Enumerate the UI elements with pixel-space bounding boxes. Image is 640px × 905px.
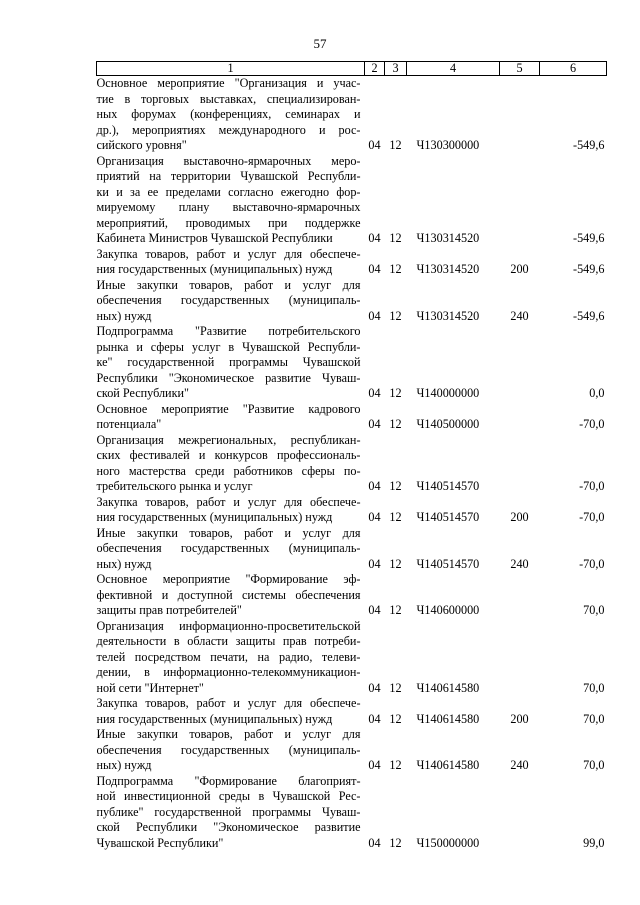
table-row	[97, 324, 607, 402]
subsection-code: 12	[389, 835, 402, 850]
table-row	[97, 433, 607, 495]
expense-type-code	[500, 572, 540, 619]
expense-type-code: 240	[510, 758, 529, 772]
amount: 70,0	[583, 603, 605, 617]
row-description	[97, 402, 365, 433]
amount: -549,6	[573, 231, 605, 245]
description-line: ния государственных (муниципальных) нужд	[96, 711, 333, 726]
section-code: 04	[368, 556, 381, 571]
amount: 0,0	[589, 386, 605, 400]
row-description	[97, 572, 365, 619]
amount: 99,0	[583, 835, 605, 850]
budget-table	[96, 61, 607, 851]
table-row	[97, 572, 607, 619]
description-line: мируемому плану выставочно-ярмарочных	[96, 200, 361, 214]
description-line: Иные закупки товаров, работ и услуг для	[96, 525, 361, 540]
table-row	[97, 76, 607, 154]
subsection-code: 12	[389, 262, 402, 276]
row-description	[97, 526, 365, 573]
target-article-code: Ч130314520	[416, 262, 480, 276]
expense-type-code: 200	[510, 711, 529, 726]
header-col-6: 6	[540, 62, 607, 76]
subsection-code: 12	[389, 603, 402, 617]
description-line: ских фестивалей и конкурсов профессиональ-	[96, 448, 361, 462]
page-number: 57	[313, 36, 327, 51]
amount: -70,0	[579, 510, 605, 524]
description-line: ской Республики "Экономическое развитие	[96, 820, 361, 834]
expense-type-code: 240	[510, 308, 529, 323]
subsection-code: 12	[389, 386, 402, 400]
description-line: ного мастерства среди работников сферы по-	[96, 463, 361, 478]
description-line: защиты прав потребителей"	[96, 603, 242, 617]
target-article-code: Ч140514570	[416, 479, 480, 493]
description-line: тие в торговых выставках, специализирован-	[96, 91, 361, 106]
section-code: 04	[368, 711, 381, 726]
description-line: Чувашской Республики"	[96, 835, 224, 850]
subsection-code: 12	[389, 138, 402, 152]
amount: -70,0	[579, 556, 605, 571]
expense-type-code	[500, 324, 540, 402]
description-line: публике" государственной программы Чуваш-	[96, 804, 361, 819]
row-description	[97, 76, 365, 154]
description-line: сийского уровня"	[96, 138, 187, 152]
description-line: ных) нужд	[96, 556, 152, 571]
amount: -549,6	[573, 308, 605, 323]
description-line: фективной и доступной системы обеспечения	[96, 587, 361, 602]
target-article-code: Ч140614580	[416, 711, 480, 726]
description-line: ке" государственной программы Чувашской	[96, 355, 361, 369]
description-line: обеспечения государственных (муниципаль-	[96, 742, 361, 757]
header-row	[97, 62, 607, 76]
expense-type-code	[500, 619, 540, 697]
description-line: Подпрограмма "Формирование благоприят-	[96, 773, 361, 788]
description-line: обеспечения государственных (муниципаль-	[96, 541, 361, 555]
expense-type-code	[500, 76, 540, 154]
row-description	[97, 278, 365, 325]
target-article-code: Ч140514570	[416, 556, 480, 571]
description-line: Организация выставочно-ярмарочных меро-	[96, 153, 361, 168]
amount: 70,0	[583, 680, 605, 695]
target-article-code: Ч140614580	[416, 680, 480, 695]
amount: -70,0	[579, 479, 605, 493]
target-article-code: Ч130314520	[416, 231, 480, 245]
table-row	[97, 696, 607, 727]
amount: -549,6	[573, 262, 605, 276]
description-line: Кабинета Министров Чувашской Республики	[96, 231, 333, 245]
description-line: требительского рынка и услуг	[96, 479, 253, 493]
subsection-code: 12	[389, 510, 402, 524]
description-line: Иные закупки товаров, работ и услуг для	[96, 277, 361, 292]
subsection-code: 12	[389, 711, 402, 726]
section-code: 04	[368, 308, 381, 323]
row-description	[97, 324, 365, 402]
description-line: Основное мероприятие "Развитие кадрового	[96, 401, 361, 416]
section-code: 04	[368, 758, 381, 772]
section-code: 04	[368, 138, 381, 152]
target-article-code: Ч140614580	[416, 758, 480, 772]
subsection-code: 12	[389, 680, 402, 695]
description-line: Закупка товаров, работ и услуг для обеспече-	[96, 246, 361, 261]
description-line: ных) нужд	[96, 758, 152, 772]
subsection-code: 12	[389, 417, 402, 431]
expense-type-code: 200	[510, 262, 529, 276]
description-line: ной сети "Интернет"	[96, 680, 204, 695]
expense-type-code	[500, 154, 540, 247]
description-line: ния государственных (муниципальных) нужд	[96, 262, 333, 276]
target-article-code: Ч130314520	[416, 308, 480, 323]
row-description	[97, 495, 365, 526]
description-line: ной инвестиционной среды в Чувашской Рес-	[96, 789, 361, 803]
description-line: Закупка товаров, работ и услуг для обеспече-	[96, 696, 361, 710]
description-line: приятий на территории Чувашской Республи-	[96, 169, 361, 183]
amount: 70,0	[583, 758, 605, 772]
amount: -549,6	[573, 138, 605, 152]
header-col-3: 3	[385, 62, 407, 76]
subsection-code: 12	[389, 308, 402, 323]
table-row	[97, 526, 607, 573]
description-line: потенциала"	[96, 417, 162, 431]
section-code: 04	[368, 262, 381, 276]
row-description	[97, 774, 365, 852]
description-line: ки и за ее пределами согласно ежегодно фор-	[96, 184, 361, 199]
table-body	[97, 76, 607, 852]
description-line: Закупка товаров, работ и услуг для обеспече-	[96, 494, 361, 509]
description-line: мероприятий, проводимых при поддержке	[96, 215, 361, 230]
section-code: 04	[368, 417, 381, 431]
header-col-4: 4	[407, 62, 500, 76]
description-line: обеспечения государственных (муниципаль-	[96, 293, 361, 307]
table-row	[97, 278, 607, 325]
row-description	[97, 696, 365, 727]
section-code: 04	[368, 835, 381, 850]
target-article-code: Ч140600000	[416, 603, 480, 617]
description-line: телей посредством печати, на радио, телеви-	[96, 649, 361, 664]
target-article-code: Ч130300000	[416, 138, 480, 152]
description-line: Основное мероприятие "Формирование эф-	[96, 572, 361, 586]
expense-type-code: 240	[510, 556, 529, 571]
description-line: деятельности в области защиты прав потреби-	[96, 634, 361, 648]
table-row	[97, 154, 607, 247]
section-code: 04	[368, 510, 381, 524]
description-line: ской Республики"	[96, 386, 189, 400]
row-description	[97, 154, 365, 247]
section-code: 04	[368, 479, 381, 493]
row-description	[97, 247, 365, 278]
header-col-5: 5	[500, 62, 540, 76]
subsection-code: 12	[389, 758, 402, 772]
header-col-1: 1	[97, 62, 365, 76]
table-row	[97, 402, 607, 433]
expense-type-code	[500, 402, 540, 433]
subsection-code: 12	[389, 556, 402, 571]
amount: 70,0	[583, 711, 605, 726]
section-code: 04	[368, 680, 381, 695]
section-code: 04	[368, 603, 381, 617]
description-line: Республики "Экономическое развитие Чуваш-	[96, 370, 361, 385]
row-description	[97, 433, 365, 495]
table-row	[97, 495, 607, 526]
expense-type-code	[500, 774, 540, 852]
description-line: ных) нужд	[96, 308, 152, 323]
target-article-code: Ч140514570	[416, 510, 480, 524]
subsection-code: 12	[389, 231, 402, 245]
section-code: 04	[368, 231, 381, 245]
description-line: ния государственных (муниципальных) нужд	[96, 510, 333, 524]
target-article-code: Ч140000000	[416, 386, 480, 400]
table-header	[97, 62, 607, 76]
row-description	[97, 727, 365, 774]
subsection-code: 12	[389, 479, 402, 493]
table-row	[97, 727, 607, 774]
expense-type-code	[500, 433, 540, 495]
section-code: 04	[368, 386, 381, 400]
target-article-code: Ч150000000	[416, 835, 480, 850]
header-col-2: 2	[365, 62, 385, 76]
table-row	[97, 247, 607, 278]
expense-type-code: 200	[510, 510, 529, 524]
amount: -70,0	[579, 417, 605, 431]
table-row	[97, 774, 607, 852]
description-line: др.), мероприятиях международного и рос-	[96, 122, 361, 137]
description-line: Подпрограмма "Развитие потребительского	[96, 324, 361, 338]
description-line: Иные закупки товаров, работ и услуг для	[96, 727, 361, 741]
description-line: Организация межрегиональных, республикан-	[96, 432, 361, 447]
target-article-code: Ч140500000	[416, 417, 480, 431]
description-line: Основное мероприятие "Организация и учас-	[96, 76, 361, 90]
description-line: ных форумах (конференциях, семинарах и	[96, 107, 361, 121]
description-line: рынка и сферы услуг в Чувашской Республи-	[96, 339, 361, 354]
description-line: дении, в информационно-телекоммуникацион-	[96, 665, 361, 679]
row-description	[97, 619, 365, 697]
description-line: Организация информационно-просветительской	[96, 618, 361, 633]
table-row	[97, 619, 607, 697]
